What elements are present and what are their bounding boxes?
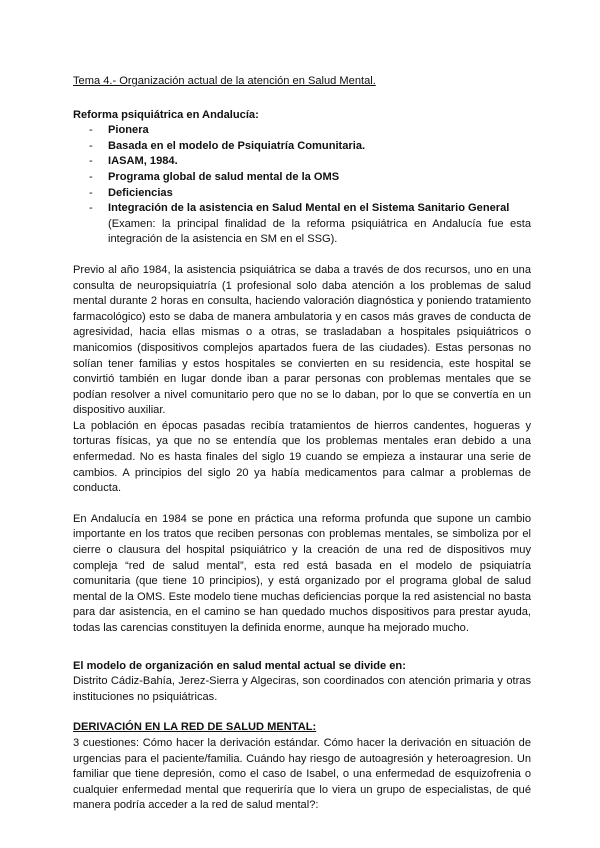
modelo-text: Distrito Cádiz-Bahía, Jerez-Sierra y Algeciras, son coordinados con atención primaria y otras instituciones no psiquiátricas. (73, 675, 531, 703)
list-item: - Deficiencias (73, 186, 531, 202)
page-title: Tema 4.- Organización actual de la atención en Salud Mental. (73, 75, 376, 87)
list-item: - Pionera (73, 123, 531, 139)
list-item: - Programa global de salud mental de la OMS (73, 170, 531, 186)
derivacion-heading: DERIVACIÓN EN LA RED DE SALUD MENTAL: (73, 721, 317, 734)
paragraph-andalucia: En Andalucía en 1984 se pone en práctica una reforma profunda que supone un cambio importante en los tratos que reciben personas con problemas mentales, se simboliza por el cierre o clausura del hospital psiquiátrico y la creación de una red de dispositivos muy compleja “red de salud mental”, esta red está basada en el modelo de psiquiatría comunitaria (que tiene 10 principios), y está organizado por el programa global de salud mental de la OMS. Este modelo tiene muchas deficiencias porque la red asistencial no basta para dar asistencia, en el camino se han quedado muchos dispositivos para prestar ayuda, todas las carencias constituyen la definida enorme, aunque ha mejorado mucho. (73, 512, 531, 634)
reforma-heading: Reforma psiquiátrica en Andalucía: (73, 108, 259, 121)
derivacion-text: 3 cuestiones: Cómo hacer la derivación estándar. Cómo hacer la derivación en situación de urgencias para el paciente/familia. Cuándo hay riesgo de autoagresión y heteroagresion. Un familiar que tiene depresión, como el caso de Isabel, o una enfermedad de esquizofrenia o cualquier enfermedad mental que requeriría que lo viera un grupo de especialistas, de qué manera podría acceder a la red de salud mental?: (73, 736, 531, 812)
paragraph-poblacion: La población en épocas pasadas recibía tratamientos de hierros candentes, hogueras y torturas físicas, ya que no se entendía que los problemas mentales eran debido a una enfermedad. No es hasta finales del siglo 19 cuando se empieza a instaurar una serie de cambios. A principios del siglo 20 ya había medicamentos para calmar a problemas de conducta. (73, 419, 531, 495)
list-item: - IASAM, 1984. (73, 154, 531, 170)
list-item: - Integración de la asistencia en Salud Mental en el Sistema Sanitario General (Examen: la principal finalidad de la reforma psiquiátrica en Andalucía fue esta integración de la asistencia en SM en el SSG). (73, 201, 531, 248)
exam-note: (Examen: la principal finalidad de la reforma psiquiátrica en Andalucía fue esta integración de la asistencia en SM en el SSG). (108, 217, 531, 246)
paragraph-previo: Previo al año 1984, la asistencia psiquiátrica se daba a través de dos recursos, uno en una consulta de neuropsiquiatría (1 profesional solo daba atención a los problemas de salud mental durante 2 horas en consulta, haciendo valoración diagnóstica y poniendo tratamiento farmacológico) esto se daba de manera ambulatoria y en casos más graves de conducta de agresividad, hacia ellas mismas o a otras, se trasladaban a hospitales psiquiátricos o manicomios (dispositivos complejos apartados fuera de las ciudades). Estas personas no solían tener familias y estos hospitales se convierten en su residencia, este hospital se convirtió también en lugar donde iban a parar personas con problemas mentales que se podían resolver a nivel comunitario pero que no se lo daban, por lo que se convertía en un dispositivo auxiliar. (73, 263, 531, 417)
modelo-heading: El modelo de organización en salud mental actual se divide en: (73, 659, 406, 672)
document-page (73, 74, 531, 814)
list-item: - Basada en el modelo de Psiquiatría Comunitaria. (73, 139, 531, 155)
reforma-list (73, 123, 531, 248)
